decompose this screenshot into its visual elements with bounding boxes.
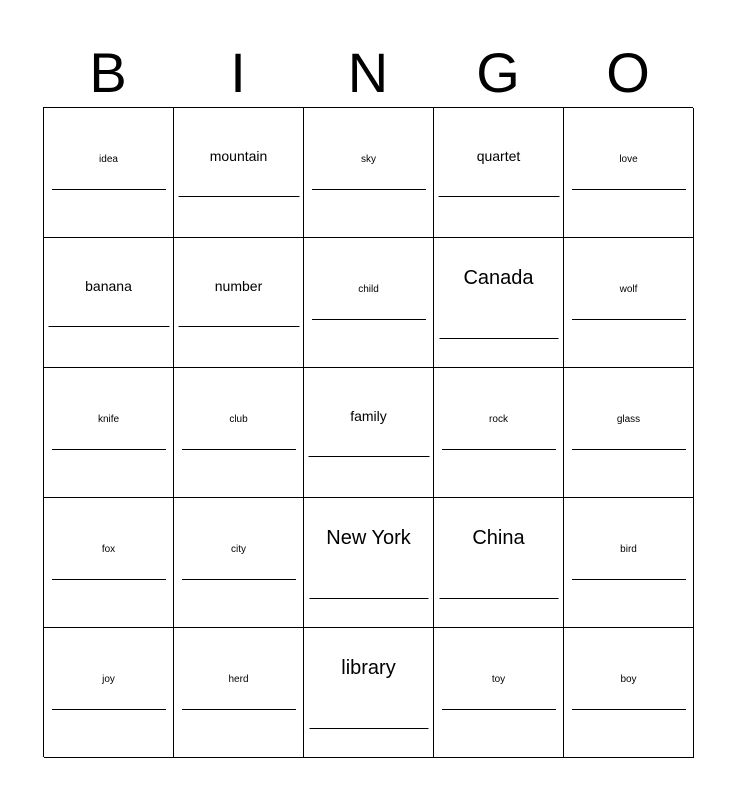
header-letter-i: I (230, 41, 246, 104)
bingo-grid (43, 107, 693, 757)
cell-underline (442, 449, 556, 450)
cell-word: family (350, 408, 387, 424)
bingo-cell[interactable] (434, 368, 564, 498)
cell-underline (439, 338, 558, 339)
cell-word: knife (97, 414, 120, 425)
cell-underline (178, 326, 299, 327)
bingo-cell[interactable] (44, 628, 174, 758)
cell-underline (309, 598, 428, 599)
cell-underline (182, 579, 296, 580)
bingo-cell[interactable] (174, 238, 304, 368)
cell-underline (572, 189, 686, 190)
cell-underline (442, 709, 556, 710)
cell-word: joy (102, 674, 115, 685)
cell-underline (572, 579, 686, 580)
cell-underline (438, 196, 559, 197)
header-letter-n: N (347, 41, 389, 104)
header-letter-b: B (89, 41, 127, 104)
bingo-cell[interactable] (564, 628, 694, 758)
cell-word: child (358, 284, 379, 295)
bingo-cell[interactable] (564, 108, 694, 238)
cell-underline (48, 326, 169, 327)
cell-word: toy (491, 674, 506, 685)
cell-word: number (214, 278, 263, 294)
cell-underline (52, 449, 166, 450)
bingo-cell[interactable] (174, 108, 304, 238)
cell-word: wolf (619, 284, 638, 295)
cell-word: club (229, 414, 248, 425)
bingo-cell[interactable] (44, 368, 174, 498)
bingo-cell[interactable] (44, 108, 174, 238)
cell-word: idea (99, 154, 118, 165)
cell-underline (572, 709, 686, 710)
cell-word: quartet (476, 148, 521, 164)
bingo-cell[interactable] (174, 498, 304, 628)
bingo-cell[interactable] (434, 238, 564, 368)
bingo-cell[interactable] (434, 628, 564, 758)
bingo-cell[interactable] (174, 368, 304, 498)
cell-underline (309, 728, 428, 729)
bingo-cell[interactable] (434, 108, 564, 238)
cell-word: love (619, 154, 638, 165)
bingo-cell[interactable] (434, 498, 564, 628)
cell-underline (52, 579, 166, 580)
bingo-cell[interactable] (304, 368, 434, 498)
bingo-cell[interactable] (44, 498, 174, 628)
bingo-cell[interactable] (44, 238, 174, 368)
cell-underline (308, 456, 429, 457)
bingo-cell[interactable] (564, 498, 694, 628)
bingo-cell[interactable] (304, 108, 434, 238)
cell-word: boy (620, 674, 637, 685)
bingo-cell[interactable] (304, 498, 434, 628)
cell-word: fox (101, 544, 116, 555)
cell-underline (572, 449, 686, 450)
bingo-cell[interactable] (174, 628, 304, 758)
bingo-cell[interactable] (564, 368, 694, 498)
bingo-header (43, 40, 693, 106)
bingo-cell[interactable] (304, 628, 434, 758)
cell-word: rock (489, 414, 508, 425)
cell-word: glass (616, 414, 641, 425)
cell-word: Canada (463, 267, 534, 289)
cell-word: banana (85, 278, 132, 294)
cell-underline (52, 709, 166, 710)
cell-word: mountain (209, 148, 268, 164)
cell-word: herd (228, 674, 249, 685)
cell-word: library (341, 657, 396, 679)
bingo-cell[interactable] (564, 238, 694, 368)
cell-word: city (231, 544, 246, 555)
cell-word: sky (361, 154, 376, 165)
cell-underline (439, 598, 558, 599)
cell-underline (312, 319, 426, 320)
cell-underline (182, 449, 296, 450)
bingo-cell[interactable] (304, 238, 434, 368)
cell-underline (52, 189, 166, 190)
cell-word: bird (620, 544, 637, 555)
cell-word: China (472, 527, 525, 549)
header-letter-g: G (476, 41, 520, 104)
cell-underline (178, 196, 299, 197)
cell-underline (312, 189, 426, 190)
cell-underline (572, 319, 686, 320)
header-letter-o: O (606, 41, 650, 104)
cell-underline (182, 709, 296, 710)
cell-word: New York (326, 527, 411, 549)
